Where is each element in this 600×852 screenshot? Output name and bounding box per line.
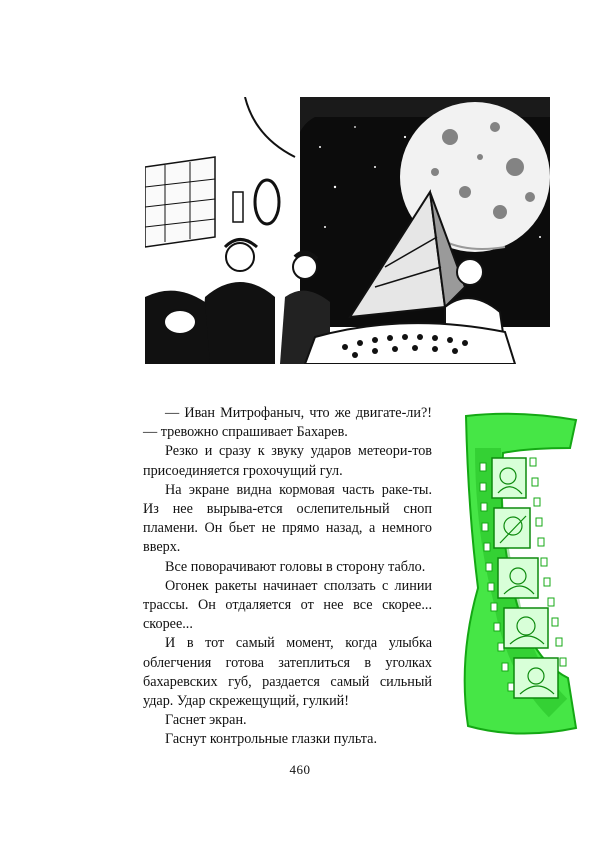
filmstrip-decoration [458, 408, 588, 738]
paragraph: — Иван Митрофаныч, что же двигате-ли?! — тревожно спрашивает Бахарев. [143, 405, 432, 441]
paragraph: Резко и сразу к звуку ударов метеори-тов присоединяется грохочущий гул. [143, 443, 432, 479]
paragraph: На экране видна кормовая часть раке-ты. Из нее вырыва-ется ослепительный сноп пламени. Он бьет не прямо назад, а немного вверх. [143, 481, 432, 556]
text-column [143, 404, 432, 750]
paragraph: Все поворачивают головы в сторону табло. [165, 558, 426, 575]
porthole [255, 180, 279, 224]
paragraph: Гаснут контрольные глазки пульта. [165, 731, 378, 748]
paragraph: Огонек ракеты начинает сползать с линии трассы. Он отдаляется от нее все скорее... скорее... [143, 577, 432, 633]
page-number: 460 [289, 762, 311, 777]
spaceship-cabin-illustration [145, 97, 550, 364]
paragraph: Гаснет экран. [165, 712, 247, 729]
paragraph: И в тот самый момент, когда улыбка облегчения готова затеплиться в уголках бахаревских губ, раздается самый сильный удар. Удар скрежещущий, гулкий! [143, 635, 432, 710]
control-panel [305, 323, 515, 364]
